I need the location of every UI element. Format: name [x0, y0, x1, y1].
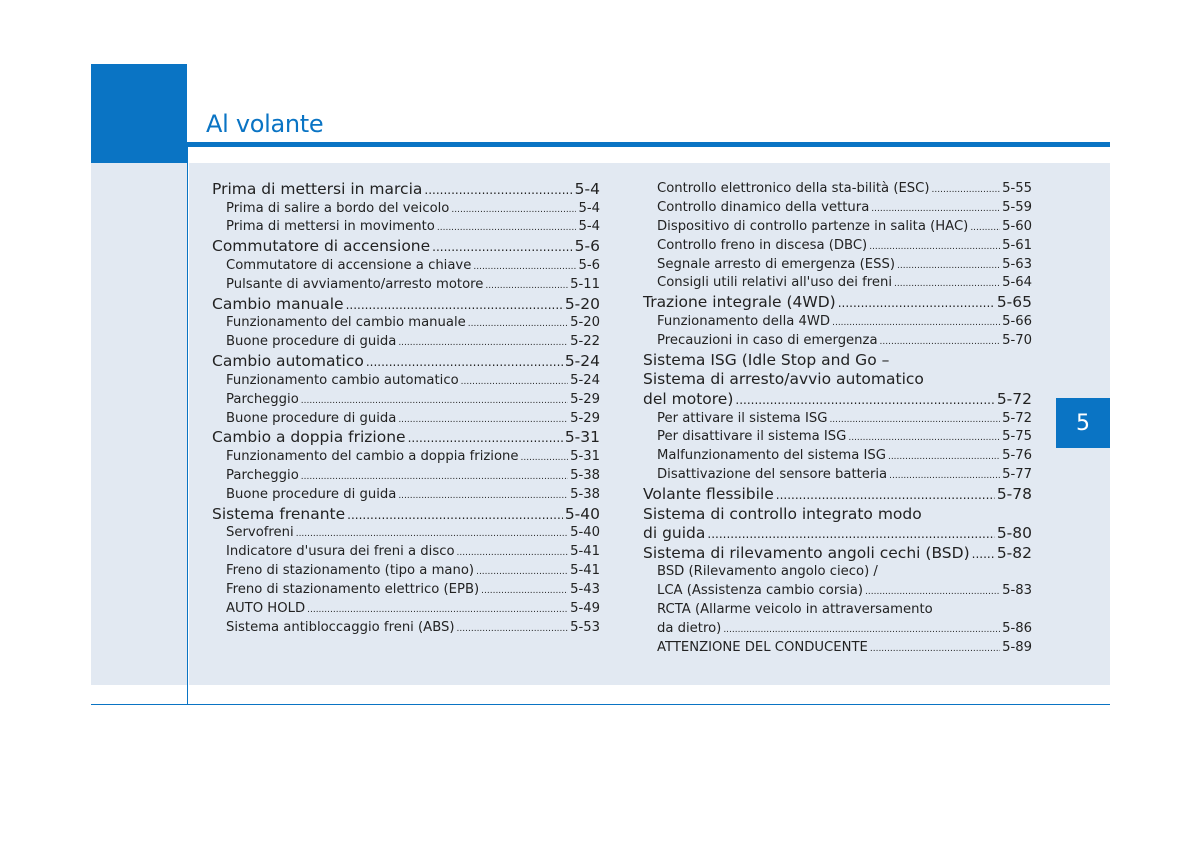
toc-subentry[interactable]: Funzionamento cambio automatico ..... 5-24 [212, 372, 600, 391]
toc-subentry[interactable]: Consigli utili relativi all'uso dei freni ..... 5-64 [643, 274, 1032, 293]
toc-subentry[interactable]: Funzionamento del cambio a doppia frizione ..... 5-31 [212, 448, 600, 467]
sidebar-panel [91, 163, 187, 685]
toc-subentry[interactable]: Freno di stazionamento elettrico (EPB) ..... 5-43 [212, 581, 600, 600]
toc-subentry[interactable]: Commutatore di accensione a chiave ..... 5-6 [212, 257, 600, 276]
toc-entry[interactable]: Cambio manuale ..... 5-20 [212, 295, 600, 315]
toc-subentry[interactable]: Buone procedure di guida ..... 5-38 [212, 486, 600, 505]
toc-entry[interactable]: Trazione integrale (4WD) ..... 5-65 [643, 293, 1032, 313]
vertical-divider [187, 147, 188, 704]
toc-entry[interactable]: di guida ..... 5-80 [643, 524, 1032, 544]
toc-entry[interactable]: Sistema di rilevamento angoli cechi (BSD) ..... 5-82 [643, 544, 1032, 564]
toc-subentry[interactable]: Segnale arresto di emergenza (ESS) ..... 5-63 [643, 256, 1032, 275]
toc-subentry[interactable]: Sistema antibloccaggio freni (ABS) ..... 5-53 [212, 619, 600, 638]
toc-subentry[interactable]: ATTENZIONE DEL CONDUCENTE ..... 5-89 [643, 639, 1032, 658]
chapter-tab[interactable]: 5 [1056, 398, 1110, 448]
toc-entry[interactable]: Volante flessibile ..... 5-78 [643, 485, 1032, 505]
toc-subentry[interactable]: Dispositivo di controllo partenze in salita (HAC) ..... 5-60 [643, 218, 1032, 237]
toc-subentry[interactable]: Per disattivare il sistema ISG ..... 5-75 [643, 428, 1032, 447]
toc-entry[interactable]: Cambio a doppia frizione ..... 5-31 [212, 428, 600, 448]
toc-left-column [212, 180, 600, 638]
toc-subentry[interactable]: da dietro) ..... 5-86 [643, 620, 1032, 639]
toc-subentry[interactable]: AUTO HOLD ..... 5-49 [212, 600, 600, 619]
toc-subentry[interactable]: Buone procedure di guida ..... 5-29 [212, 410, 600, 429]
header-color-block [91, 64, 187, 163]
toc-subentry[interactable]: Indicatore d'usura dei freni a disco ..... 5-41 [212, 543, 600, 562]
toc-entry-line[interactable]: Sistema di controllo integrato modo [643, 504, 922, 523]
toc-entry[interactable]: Cambio automatico ..... 5-24 [212, 352, 600, 372]
toc-subentry[interactable]: Freno di stazionamento (tipo a mano) ..... 5-41 [212, 562, 600, 581]
toc-subentry[interactable]: Disattivazione del sensore batteria ..... 5-77 [643, 466, 1032, 485]
toc-subentry[interactable]: Malfunzionamento del sistema ISG ..... 5-76 [643, 447, 1032, 466]
toc-subentry-line[interactable]: RCTA (Allarme veicolo in attraversamento [657, 602, 933, 618]
toc-subentry[interactable]: Parcheggio ..... 5-29 [212, 391, 600, 410]
toc-entry[interactable]: Commutatore di accensione ..... 5-6 [212, 237, 600, 257]
toc-subentry[interactable]: Funzionamento della 4WD ..... 5-66 [643, 313, 1032, 332]
toc-subentry[interactable]: Parcheggio ..... 5-38 [212, 467, 600, 486]
toc-subentry[interactable]: Funzionamento del cambio manuale ..... 5-20 [212, 314, 600, 333]
toc-subentry[interactable]: Controllo elettronico della sta-bilità (ESC) ..... 5-55 [643, 180, 1032, 199]
toc-subentry[interactable]: Servofreni ..... 5-40 [212, 524, 600, 543]
toc-subentry-line[interactable]: BSD (Rilevamento angolo cieco) / [657, 564, 878, 580]
toc-subentry[interactable]: Buone procedure di guida ..... 5-22 [212, 333, 600, 352]
toc-subentry[interactable]: Per attivare il sistema ISG ..... 5-72 [643, 410, 1032, 429]
page-title: Al volante [206, 110, 324, 138]
title-rule [187, 142, 1110, 147]
toc-right-column [643, 180, 1032, 658]
toc-entry-line[interactable]: Sistema di arresto/avvio automatico [643, 370, 924, 389]
toc-subentry[interactable]: LCA (Assistenza cambio corsia) ..... 5-83 [643, 582, 1032, 601]
bottom-rule [91, 704, 1110, 705]
toc-subentry[interactable]: Pulsante di avviamento/arresto motore ..... 5-11 [212, 276, 600, 295]
toc-subentry[interactable]: Prima di salire a bordo del veicolo ..... 5-4 [212, 200, 600, 219]
toc-subentry[interactable]: Precauzioni in caso di emergenza ..... 5-70 [643, 332, 1032, 351]
toc-subentry[interactable]: Controllo dinamico della vettura ..... 5-59 [643, 199, 1032, 218]
toc-entry[interactable]: Sistema frenante ..... 5-40 [212, 505, 600, 525]
toc-subentry[interactable]: Controllo freno in discesa (DBC) ..... 5-61 [643, 237, 1032, 256]
toc-subentry[interactable]: Prima di mettersi in movimento ..... 5-4 [212, 218, 600, 237]
toc-entry[interactable]: Prima di mettersi in marcia ..... 5-4 [212, 180, 600, 200]
toc-entry[interactable]: del motore) ..... 5-72 [643, 390, 1032, 410]
toc-entry-line[interactable]: Sistema ISG (Idle Stop and Go – [643, 350, 890, 369]
